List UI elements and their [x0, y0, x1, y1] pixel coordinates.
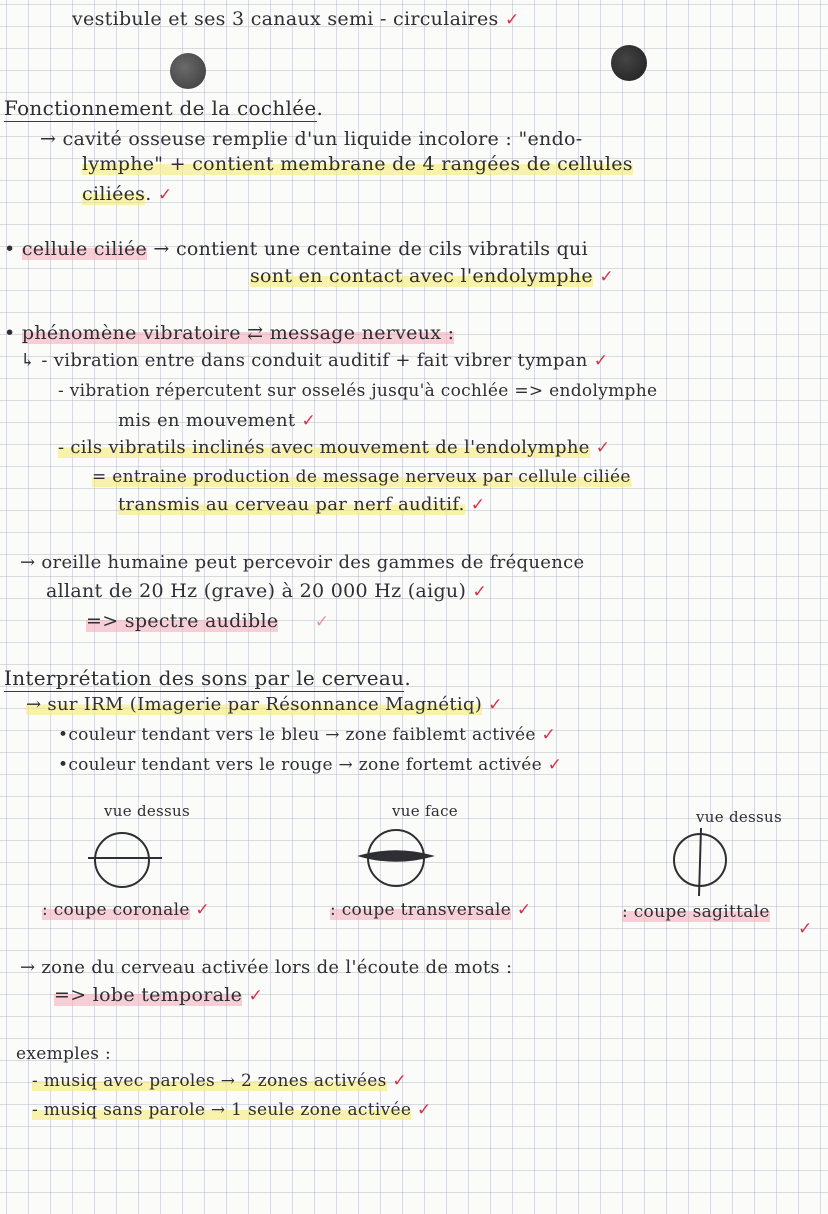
check-mark: ✓ [516, 900, 532, 920]
binder-hole-left [170, 53, 206, 89]
transversal-section-drawing [356, 826, 436, 890]
check-mark: ✓ [314, 612, 330, 632]
check-mark: ✓ [301, 411, 316, 431]
check-mark: ✓ [470, 495, 486, 515]
coupe-label-3 [622, 901, 770, 923]
check-mark: ✓ [504, 10, 520, 30]
cellule-line-2-text: sont en contact avec l'endolymphe [250, 265, 593, 287]
view-label-3: vue dessus [696, 808, 783, 826]
coupe-coronale-text: : coupe coronale [42, 900, 190, 920]
header-text: vestibule et ses 3 canaux semi - circulaires [72, 8, 499, 30]
check-mark: ✓ [416, 1100, 432, 1120]
section1-title: Fonctionnement de la cochlée [4, 96, 317, 120]
cochlee-line-2 [82, 153, 633, 175]
oreille-line-1: → oreille humaine peut percevoir des gammes de fréquence [20, 552, 585, 573]
exemples-title: exemples : [16, 1044, 112, 1064]
zone-line-2-text: => lobe temporale [54, 984, 243, 1006]
check-mark: ✓ [488, 695, 503, 715]
irm-line-1 [26, 694, 503, 716]
phenomene-title: • phénomène vibratoire ⇄ message nerveux : [4, 322, 455, 344]
phenomene-b2: - vibration répercutent sur osselés jusqu'à cochlée => endolymphe [58, 381, 658, 401]
check-mark: ✓ [599, 267, 614, 287]
view-label-1: vue dessus [104, 802, 191, 820]
phenomene-b3b-text: = entraine production de message nerveux par cellule ciliée [92, 467, 631, 487]
phenomene-b2b [118, 410, 316, 432]
cochlee-line-1: → cavité osseuse remplie d'un liquide incolore : "endo- [40, 128, 583, 150]
check-mark: ✓ [595, 438, 611, 458]
cochlee-line-3-text: ciliées [82, 183, 146, 205]
check-mark: ✓ [157, 185, 173, 205]
cellule-term: cellule ciliée [21, 238, 148, 260]
check-mark: ✓ [541, 725, 556, 745]
exemples-line-1-text: - musiq avec paroles → 2 zones activées [32, 1071, 387, 1091]
coupe-sagittale-text: : coupe sagittale [622, 902, 770, 922]
phenomene-b3 [58, 437, 610, 459]
irm-line-2 [58, 724, 556, 746]
phenomene-b2b-text: mis en mouvement [118, 410, 296, 431]
zone-line-1: → zone du cerveau activée lors de l'écoute de mots : [20, 957, 513, 978]
exemples-line-2 [32, 1099, 432, 1121]
phenomene-b1-text: ↳ - vibration entre dans conduit auditif + fait vibrer tympan [20, 350, 588, 371]
sagittal-section-drawing [668, 826, 732, 898]
phenomene-b3-text: - cils vibratils inclinés avec mouvement de l'endolymphe [58, 437, 590, 458]
check-mark: ✓ [195, 900, 210, 920]
phenomene-b1 [20, 350, 608, 372]
irm-line-3 [58, 754, 562, 776]
cellule-line-2 [250, 265, 614, 288]
coupe-label-2 [330, 899, 531, 921]
oreille-line-3-text: => spectre audible [86, 610, 279, 632]
zone-line-2 [54, 984, 263, 1007]
coronal-section-drawing [86, 828, 166, 892]
irm-line-2-text: •couleur tendant vers le bleu → zone faiblemt activée [58, 725, 536, 745]
section-title-cochlee: Fonctionnement de la cochlée. [4, 96, 324, 120]
view-label-2: vue face [392, 802, 458, 820]
exemples-line-2-text: - musiq sans parole → 1 seule zone activée [32, 1100, 412, 1120]
irm-line-1-text: → sur IRM (Imagerie par Résonnance Magnétiq) [26, 694, 483, 715]
check-mark: ✓ [798, 919, 813, 939]
oreille-line-3 [86, 610, 329, 633]
phenomene-b3c-text: transmis au cerveau par nerf auditif. [118, 494, 465, 515]
check-mark: ✓ [472, 582, 488, 602]
header-line [72, 8, 519, 31]
check-mark: ✓ [392, 1071, 407, 1091]
irm-line-3-text: •couleur tendant vers le rouge → zone fortemt activée [58, 755, 542, 775]
section-title-interpretation: Interprétation des sons par le cerveau. [4, 666, 411, 690]
phenomene-b3c [118, 494, 485, 516]
check-mark: ✓ [593, 351, 609, 371]
exemples-line-1 [32, 1070, 407, 1092]
binder-hole-right [611, 45, 647, 81]
cochlee-line-3: ciliées. ✓ [82, 183, 173, 205]
oreille-line-2-text: allant de 20 Hz (grave) à 20 000 Hz (aigu) [46, 580, 467, 602]
coupe-label-1 [42, 899, 210, 921]
cellule-line-1: • cellule ciliée → contient une centaine de cils vibratils qui [4, 238, 588, 260]
check-mark: ✓ [547, 755, 563, 775]
phenomene-title-text: phénomène vibratoire ⇄ message nerveux : [21, 322, 455, 344]
phenomene-b3b [92, 466, 631, 488]
section2-title: Interprétation des sons par le cerveau [4, 666, 405, 690]
cochlee-line-2-text: lymphe" + contient membrane de 4 rangées de cellules [82, 153, 633, 175]
check-mark: ✓ [248, 986, 264, 1006]
oreille-line-2 [46, 580, 487, 603]
coupe-transversale-text: : coupe transversale [330, 900, 512, 920]
coupe-label-3-check [798, 918, 813, 941]
cellule-line-1-text: → contient une centaine de cils vibratils qui [153, 238, 588, 260]
